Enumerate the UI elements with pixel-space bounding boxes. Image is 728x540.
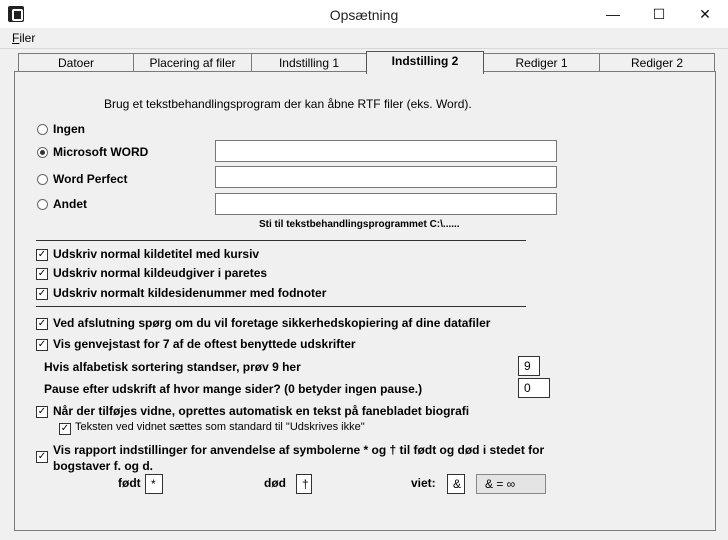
separator-1 [36,240,526,241]
radio-ingen-label: Ingen [53,122,85,136]
checkbox-witness-not-printed[interactable]: ✓ [60,423,70,434]
menu-file[interactable] [12,31,35,45]
died-symbol-input[interactable]: † [296,474,312,494]
checkbox-backup-prompt-label: Ved afslutning spørg om du vil foretage sikkerhedskopiering af dine datafiler [53,316,491,330]
married-label: viet: [411,476,436,490]
checkbox-witness-not-printed-label: Teksten ved vidnet sættes som standard til "Udskrives ikke" [75,421,365,433]
born-symbol-input[interactable]: * [145,474,163,494]
radio-ingen[interactable] [37,124,48,135]
separator-2 [36,306,526,307]
died-label: død [264,476,286,490]
intro-text: Brug et tekstbehandlingsprogram der kan åbne RTF filer (eks. Word). [104,97,472,111]
married-symbol-display: & = ∞ [476,474,546,494]
tab-rediger-2[interactable]: Rediger 2 [599,53,715,72]
checkbox-witness-biography-label: Når der tilføjes vidne, oprettes automatisk en tekst på fanebladet biografi [53,404,470,418]
title-bar [0,0,728,29]
checkbox-kildesidenummer-fodnoter[interactable]: ✓ [37,288,47,299]
window-title: Opsætning [329,7,399,23]
tab-rediger-1[interactable]: Rediger 1 [483,53,600,72]
radio-andet[interactable] [37,199,48,210]
checkbox-report-symbols-label-2: bogstaver f. og d. [53,459,154,473]
minimize-button[interactable]: — [606,6,620,22]
word-path-input[interactable] [215,140,557,162]
menu-bar [0,28,728,49]
checkbox-shortcuts-label: Vis genvejstast for 7 af de oftest benyttede udskrifter [53,337,356,351]
radio-word-perfect[interactable] [37,174,48,185]
tab-indstilling-2[interactable]: Indstilling 2 [366,51,484,74]
tab-placering-af-filer[interactable]: Placering af filer [133,53,252,72]
radio-microsoft-word-label: Microsoft WORD [53,145,149,159]
wordperfect-path-input[interactable] [215,166,557,188]
maximize-button[interactable]: ☐ [652,6,666,22]
checkbox-report-symbols-label-1: Vis rapport indstillinger for anvendelse af symbolerne * og † til født og død i stedet for [53,443,545,457]
checkbox-report-symbols[interactable]: ✓ [37,451,47,462]
tab-indstilling-1[interactable]: Indstilling 1 [251,53,367,72]
menu-file-label: iler [19,31,36,45]
radio-andet-label: Andet [53,197,87,211]
born-label: født [118,476,141,490]
checkbox-kildetitel-kursiv-label: Udskriv normal kildetitel med kursiv [53,247,260,261]
radio-microsoft-word[interactable] [37,147,48,158]
checkbox-shortcuts[interactable]: ✓ [37,339,47,350]
married-symbol-input[interactable]: & [447,474,465,494]
checkbox-witness-biography[interactable]: ✓ [37,406,47,417]
sort-label: Hvis alfabetisk sortering standser, prøv 9 her [44,360,301,374]
tab-datoer[interactable]: Datoer [18,53,134,72]
checkbox-kildeudgiver-paretes-label: Udskriv normal kildeudgiver i paretes [53,266,268,280]
checkbox-kildeudgiver-paretes[interactable]: ✓ [37,268,47,279]
pause-label: Pause efter udskrift af hvor mange sider? (0 betyder ingen pause.) [44,382,423,396]
radio-word-perfect-label: Word Perfect [53,172,128,186]
pause-input[interactable]: 0 [518,378,550,398]
checkbox-backup-prompt[interactable]: ✓ [37,318,47,329]
checkbox-kildetitel-kursiv[interactable]: ✓ [37,249,47,260]
sort-input[interactable]: 9 [518,356,540,376]
path-hint: Sti til tekstbehandlingsprogrammet C:\...... [259,219,460,230]
menu-file-mnemonic: F [12,31,20,45]
close-button[interactable]: ✕ [682,0,728,28]
other-path-input[interactable] [215,193,557,215]
checkbox-kildesidenummer-fodnoter-label: Udskriv normalt kildesidenummer med fodnoter [53,286,327,300]
